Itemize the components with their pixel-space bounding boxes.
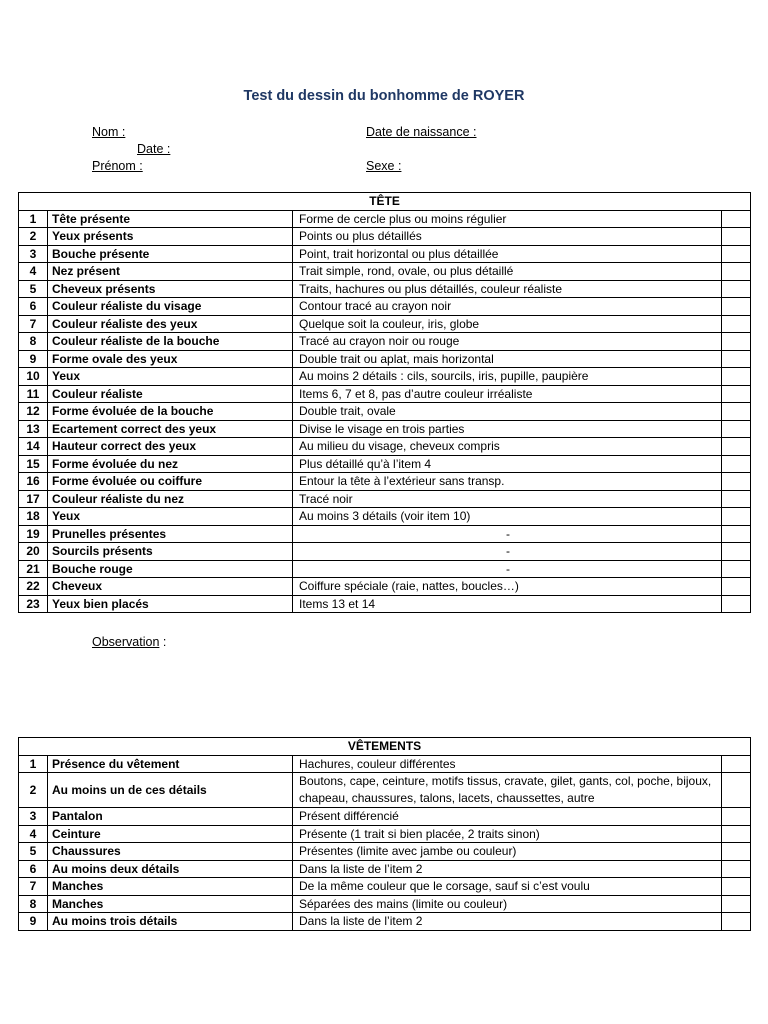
score-cell[interactable] — [722, 508, 751, 526]
item-criterion: Hachures, couleur différentes — [293, 755, 722, 773]
item-criterion: Présentes (limite avec jambe ou couleur) — [293, 843, 722, 861]
item-number: 3 — [19, 245, 48, 263]
item-label: Yeux bien placés — [48, 595, 293, 613]
item-criterion: Dans la liste de l’item 2 — [293, 913, 722, 931]
item-number: 8 — [19, 333, 48, 351]
score-cell[interactable] — [722, 298, 751, 316]
nom-label: Nom : — [92, 125, 126, 139]
item-label: Présence du vêtement — [48, 755, 293, 773]
item-label: Couleur réaliste du nez — [48, 490, 293, 508]
item-criterion: Boutons, cape, ceinture, motifs tissus, cravate, gilet, gants, col, poche, bijoux, chapeau, chaussures, talons, lacets, chaussettes, autre — [293, 773, 722, 808]
prenom-field — [92, 159, 143, 173]
table-row — [19, 368, 751, 386]
item-label: Yeux — [48, 368, 293, 386]
item-number: 10 — [19, 368, 48, 386]
table-row — [19, 210, 751, 228]
table-row — [19, 228, 751, 246]
item-criterion: Forme de cercle plus ou moins régulier — [293, 210, 722, 228]
score-cell[interactable] — [722, 773, 751, 808]
tete-header-row — [19, 193, 751, 211]
item-number: 4 — [19, 825, 48, 843]
score-cell[interactable] — [722, 543, 751, 561]
item-criterion: Trait simple, rond, ovale, ou plus détaillé — [293, 263, 722, 281]
score-cell[interactable] — [722, 228, 751, 246]
item-criterion: Double trait ou aplat, mais horizontal — [293, 350, 722, 368]
score-cell[interactable] — [722, 595, 751, 613]
item-label: Au moins trois détails — [48, 913, 293, 931]
item-number: 23 — [19, 595, 48, 613]
score-cell[interactable] — [722, 385, 751, 403]
item-number: 1 — [19, 755, 48, 773]
score-cell[interactable] — [722, 560, 751, 578]
table-row — [19, 420, 751, 438]
score-cell[interactable] — [722, 245, 751, 263]
observation-label-wrap — [92, 635, 166, 649]
item-number: 16 — [19, 473, 48, 491]
item-criterion: Items 13 et 14 — [293, 595, 722, 613]
score-cell[interactable] — [722, 895, 751, 913]
item-criterion: Au moins 3 détails (voir item 10) — [293, 508, 722, 526]
item-number: 22 — [19, 578, 48, 596]
item-criterion: Double trait, ovale — [293, 403, 722, 421]
item-criterion: Tracé noir — [293, 490, 722, 508]
sexe-label: Sexe : — [366, 159, 402, 173]
item-criterion: Items 6, 7 et 8, pas d’autre couleur irréaliste — [293, 385, 722, 403]
score-cell[interactable] — [722, 808, 751, 826]
item-label: Couleur réaliste — [48, 385, 293, 403]
item-number: 5 — [19, 280, 48, 298]
item-criterion: - — [293, 543, 722, 561]
item-label: Yeux — [48, 508, 293, 526]
item-criterion: Séparées des mains (limite ou couleur) — [293, 895, 722, 913]
item-label: Ecartement correct des yeux — [48, 420, 293, 438]
item-number: 15 — [19, 455, 48, 473]
item-label: Forme évoluée de la bouche — [48, 403, 293, 421]
item-label: Hauteur correct des yeux — [48, 438, 293, 456]
date-field — [137, 142, 170, 156]
vetements-table — [18, 737, 751, 931]
table-row — [19, 263, 751, 281]
table-row — [19, 808, 751, 826]
item-criterion: Plus détaillé qu’à l’item 4 — [293, 455, 722, 473]
table-row — [19, 825, 751, 843]
item-label: Couleur réaliste des yeux — [48, 315, 293, 333]
item-label: Cheveux présents — [48, 280, 293, 298]
item-label: Forme évoluée du nez — [48, 455, 293, 473]
item-criterion: Coiffure spéciale (raie, nattes, boucles…) — [293, 578, 722, 596]
table-row — [19, 245, 751, 263]
item-label: Manches — [48, 895, 293, 913]
item-label: Bouche rouge — [48, 560, 293, 578]
score-cell[interactable] — [722, 350, 751, 368]
item-number: 20 — [19, 543, 48, 561]
score-cell[interactable] — [722, 860, 751, 878]
item-label: Au moins un de ces détails — [48, 773, 293, 808]
tete-table — [18, 192, 751, 613]
item-number: 9 — [19, 913, 48, 931]
item-number: 6 — [19, 298, 48, 316]
table-row — [19, 508, 751, 526]
table-row — [19, 298, 751, 316]
item-number: 13 — [19, 420, 48, 438]
item-criterion: - — [293, 525, 722, 543]
item-criterion: Au moins 2 détails : cils, sourcils, iris, pupille, paupière — [293, 368, 722, 386]
item-criterion: Au milieu du visage, cheveux compris — [293, 438, 722, 456]
item-label: Pantalon — [48, 808, 293, 826]
table-row — [19, 455, 751, 473]
item-number: 1 — [19, 210, 48, 228]
score-cell[interactable] — [722, 578, 751, 596]
item-criterion: Point, trait horizontal ou plus détaillée — [293, 245, 722, 263]
date-naissance-field — [366, 125, 477, 139]
table-row — [19, 333, 751, 351]
table-row — [19, 543, 751, 561]
score-cell[interactable] — [722, 825, 751, 843]
item-label: Bouche présente — [48, 245, 293, 263]
score-cell[interactable] — [722, 263, 751, 281]
item-criterion: De la même couleur que le corsage, sauf si c’est voulu — [293, 878, 722, 896]
item-label: Ceinture — [48, 825, 293, 843]
table-row — [19, 913, 751, 931]
item-number: 6 — [19, 860, 48, 878]
date-label: Date : — [137, 142, 171, 156]
table-row — [19, 385, 751, 403]
score-cell[interactable] — [722, 315, 751, 333]
item-number: 21 — [19, 560, 48, 578]
item-label: Sourcils présents — [48, 543, 293, 561]
score-cell[interactable] — [722, 913, 751, 931]
item-number: 4 — [19, 263, 48, 281]
item-criterion: - — [293, 560, 722, 578]
vetements-header: VÊTEMENTS — [19, 738, 751, 756]
item-number: 8 — [19, 895, 48, 913]
score-cell[interactable] — [722, 420, 751, 438]
table-row — [19, 595, 751, 613]
item-number: 12 — [19, 403, 48, 421]
item-criterion: Présente (1 trait si bien placée, 2 traits sinon) — [293, 825, 722, 843]
score-cell[interactable] — [722, 333, 751, 351]
table-row — [19, 490, 751, 508]
item-label: Prunelles présentes — [48, 525, 293, 543]
item-number: 2 — [19, 228, 48, 246]
score-cell[interactable] — [722, 210, 751, 228]
item-criterion: Traits, hachures ou plus détaillés, couleur réaliste — [293, 280, 722, 298]
sexe-field — [366, 159, 401, 173]
item-criterion: Tracé au crayon noir ou rouge — [293, 333, 722, 351]
table-row — [19, 773, 751, 808]
item-number: 7 — [19, 878, 48, 896]
item-number: 14 — [19, 438, 48, 456]
table-row — [19, 403, 751, 421]
score-cell[interactable] — [722, 280, 751, 298]
item-label: Forme évoluée ou coiffure — [48, 473, 293, 491]
item-number: 3 — [19, 808, 48, 826]
item-number: 19 — [19, 525, 48, 543]
item-number: 2 — [19, 773, 48, 808]
item-label: Couleur réaliste de la bouche — [48, 333, 293, 351]
vetements-header-row — [19, 738, 751, 756]
table-row — [19, 843, 751, 861]
table-row — [19, 878, 751, 896]
table-row — [19, 350, 751, 368]
score-cell[interactable] — [722, 473, 751, 491]
score-cell[interactable] — [722, 843, 751, 861]
table-row — [19, 473, 751, 491]
tete-header: TÊTE — [19, 193, 751, 211]
item-label: Cheveux — [48, 578, 293, 596]
item-criterion: Points ou plus détaillés — [293, 228, 722, 246]
date-naissance-label: Date de naissance : — [366, 125, 477, 139]
table-row — [19, 280, 751, 298]
page-title: Test du dessin du bonhomme de ROYER — [243, 88, 525, 104]
score-cell[interactable] — [722, 490, 751, 508]
tete-body — [19, 210, 751, 613]
item-number: 17 — [19, 490, 48, 508]
prenom-label: Prénom : — [92, 159, 143, 173]
score-cell[interactable] — [722, 525, 751, 543]
item-criterion: Présent différencié — [293, 808, 722, 826]
table-row — [19, 895, 751, 913]
item-label: Yeux présents — [48, 228, 293, 246]
table-row — [19, 560, 751, 578]
item-criterion: Quelque soit la couleur, iris, globe — [293, 315, 722, 333]
item-criterion: Entour la tête à l’extérieur sans transp. — [293, 473, 722, 491]
vetements-body — [19, 755, 751, 930]
item-label: Chaussures — [48, 843, 293, 861]
score-cell[interactable] — [722, 368, 751, 386]
table-row — [19, 315, 751, 333]
observation-label: Observation — [92, 635, 160, 649]
score-cell[interactable] — [722, 403, 751, 421]
table-row — [19, 860, 751, 878]
table-row — [19, 525, 751, 543]
item-label: Couleur réaliste du visage — [48, 298, 293, 316]
nom-field — [92, 125, 125, 139]
item-number: 18 — [19, 508, 48, 526]
score-cell[interactable] — [722, 438, 751, 456]
item-number: 7 — [19, 315, 48, 333]
item-number: 11 — [19, 385, 48, 403]
score-cell[interactable] — [722, 455, 751, 473]
item-criterion: Dans la liste de l’item 2 — [293, 860, 722, 878]
item-criterion: Contour tracé au crayon noir — [293, 298, 722, 316]
item-label: Au moins deux détails — [48, 860, 293, 878]
item-label: Forme ovale des yeux — [48, 350, 293, 368]
item-label: Nez présent — [48, 263, 293, 281]
item-label: Tête présente — [48, 210, 293, 228]
score-cell[interactable] — [722, 878, 751, 896]
score-cell[interactable] — [722, 755, 751, 773]
item-label: Manches — [48, 878, 293, 896]
observation-colon: : — [159, 635, 167, 649]
item-criterion: Divise le visage en trois parties — [293, 420, 722, 438]
table-row — [19, 438, 751, 456]
table-row — [19, 578, 751, 596]
item-number: 5 — [19, 843, 48, 861]
item-number: 9 — [19, 350, 48, 368]
table-row — [19, 755, 751, 773]
